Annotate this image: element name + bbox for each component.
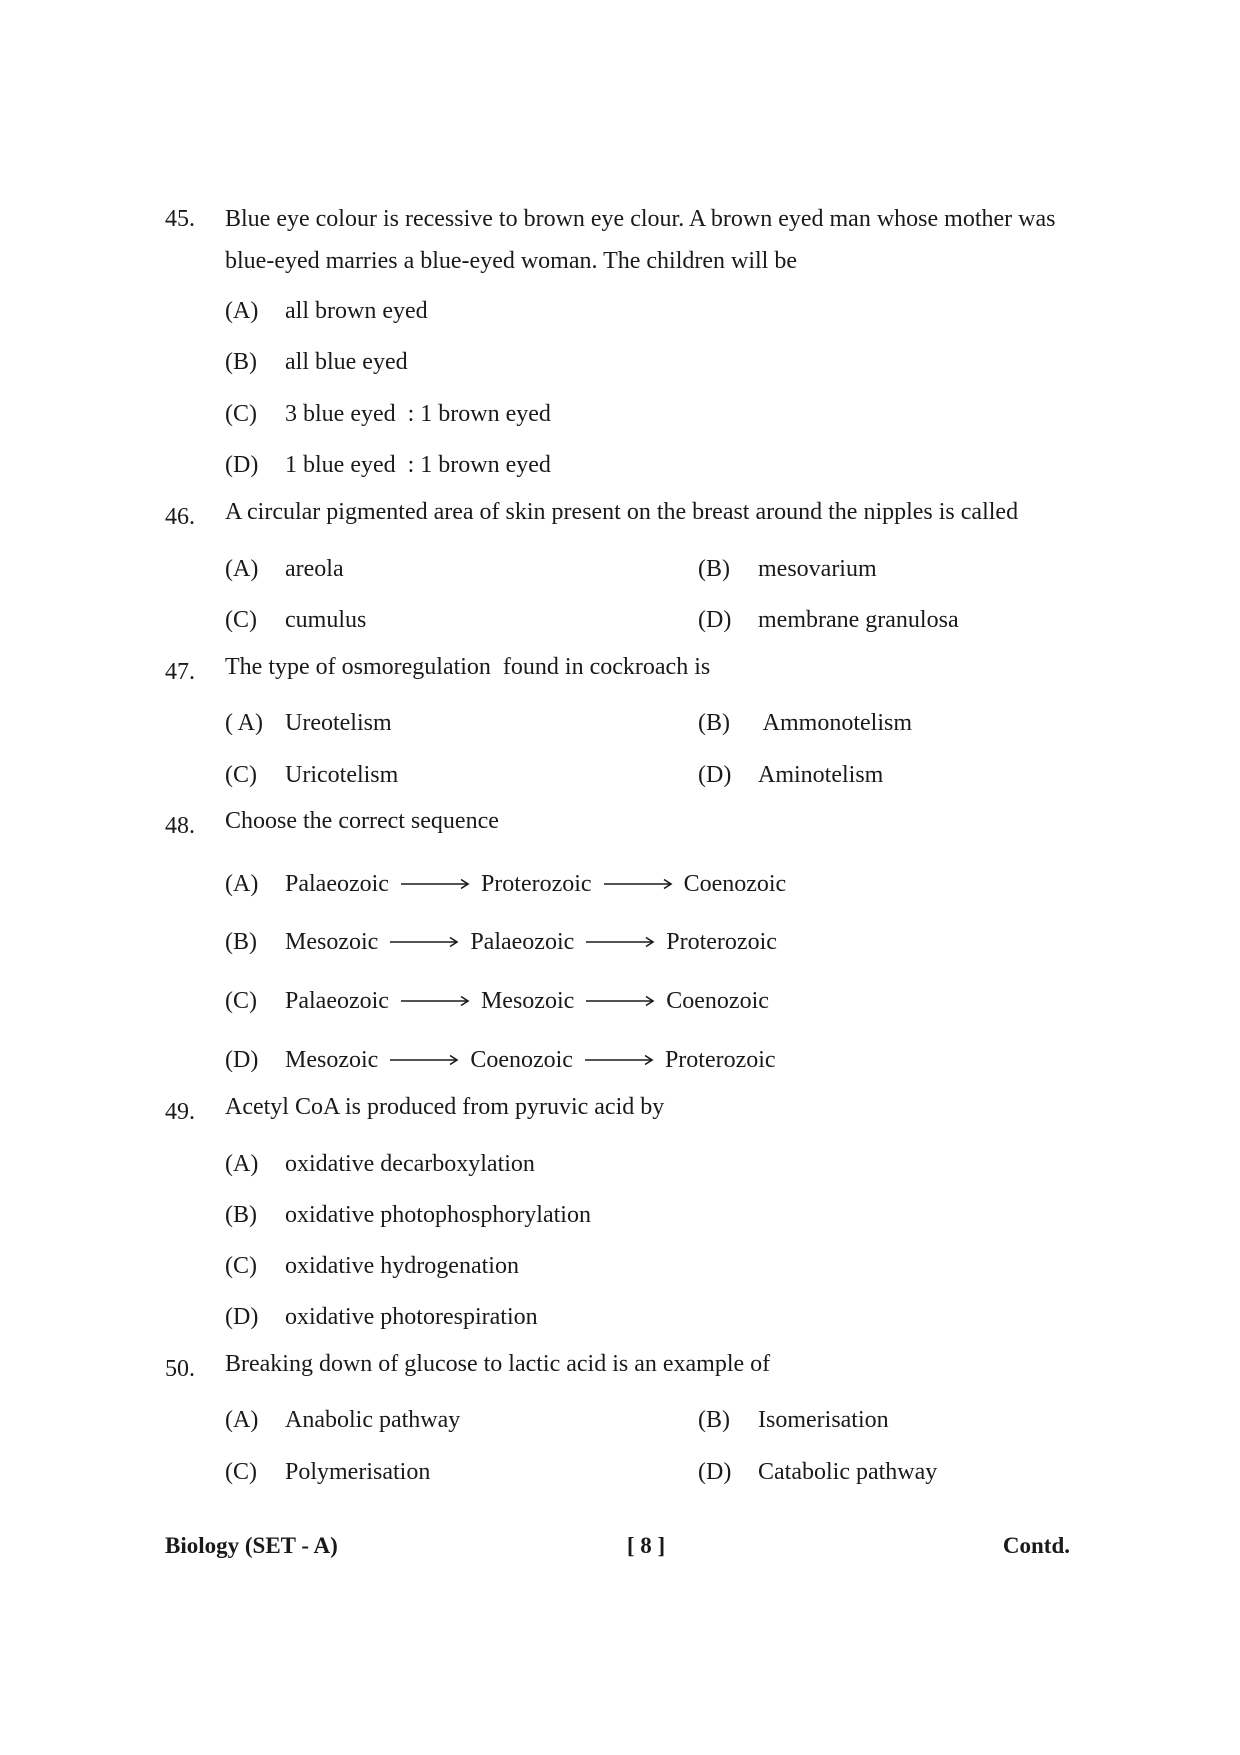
option-label: (A) (225, 298, 259, 324)
question-48-text: Choose the correct sequence (225, 808, 499, 834)
question-45-number: 45. (165, 206, 195, 232)
option-label: (A) (225, 556, 259, 582)
option-label: (A) (225, 1151, 259, 1177)
sequence-step: Proterozoic (666, 929, 777, 955)
question-49-option-b (225, 1199, 591, 1231)
question-48-option-c (225, 985, 769, 1017)
question-46-option-a (225, 553, 344, 585)
option-label: (B) (225, 929, 257, 955)
sequence-step: Mesozoic (285, 1047, 379, 1073)
question-47-option-d (698, 759, 883, 791)
question-50-number: 50. (165, 1356, 195, 1382)
sequence-step: Proterozoic (480, 871, 592, 897)
option-label: (C) (225, 607, 257, 633)
option-label: (B) (698, 1407, 730, 1433)
question-49-option-a (225, 1148, 535, 1180)
option-text: oxidative photorespiration (285, 1304, 538, 1330)
sequence-step: Palaeozoic (285, 871, 389, 897)
option-label: (C) (225, 762, 257, 788)
option-text: Anabolic pathway (285, 1407, 461, 1433)
question-47-text: The type of osmoregulation found in cockroach is (225, 654, 711, 680)
right-arrow-icon (388, 936, 460, 948)
option-label: (C) (225, 1459, 257, 1485)
option-text: Polymerisation (285, 1459, 431, 1485)
option-label: (C) (225, 988, 257, 1014)
option-label: (B) (225, 349, 257, 375)
right-arrow-icon (399, 878, 471, 890)
footer-contd: Contd. (1002, 1533, 1070, 1558)
footer-page-number: [ 8 ] (626, 1533, 666, 1558)
sequence-step: Proterozoic (664, 1047, 776, 1073)
option-text: 1 blue eyed : 1 brown eyed (285, 452, 551, 478)
sequence-step: Coenozoic (666, 988, 769, 1014)
question-47-number: 47. (165, 659, 195, 685)
right-arrow-icon (388, 1054, 460, 1066)
option-label: (D) (698, 1459, 732, 1485)
question-47-option-a (225, 707, 392, 739)
option-label: (C) (225, 1253, 257, 1279)
sequence-step: Mesozoic (285, 929, 379, 955)
question-45-option-a (225, 295, 428, 327)
question-50-option-c (225, 1456, 430, 1488)
option-label: (B) (225, 1202, 257, 1228)
option-text: all blue eyed (285, 349, 408, 375)
question-47-option-b (698, 707, 912, 739)
right-arrow-icon (399, 995, 471, 1007)
question-49-number: 49. (165, 1099, 195, 1125)
option-text: Ammonotelism (758, 710, 913, 736)
question-46-option-b (698, 553, 877, 585)
question-49-text: Acetyl CoA is produced from pyruvic acid by (225, 1094, 665, 1120)
question-49-option-d (225, 1301, 538, 1333)
question-45-option-c (225, 398, 551, 430)
question-45-text: Blue eye colour is recessive to brown eye clour. A brown eyed man whose mother was blue-eyed marries a blue-eyed woman. The children will be (225, 206, 1056, 274)
option-text: cumulus (285, 607, 367, 633)
question-50-option-d (698, 1456, 937, 1488)
question-48-option-a (225, 868, 786, 900)
option-label: (D) (698, 762, 732, 788)
option-label: (A) (225, 871, 259, 897)
option-text: areola (285, 556, 344, 582)
option-label: (D) (225, 1304, 259, 1330)
option-text: Ureotelism (285, 710, 392, 736)
question-48-option-b (225, 926, 777, 958)
right-arrow-icon (602, 878, 674, 890)
question-50-option-a (225, 1404, 460, 1436)
question-46-option-c (225, 604, 366, 636)
question-48-number: 48. (165, 813, 195, 839)
question-50-option-b (698, 1404, 889, 1436)
question-46-option-d (698, 604, 959, 636)
option-label: (D) (698, 607, 732, 633)
option-text: all brown eyed (285, 298, 428, 324)
option-text: oxidative decarboxylation (285, 1151, 535, 1177)
option-text: Uricotelism (285, 762, 399, 788)
right-arrow-icon (583, 1054, 655, 1066)
option-text: oxidative hydrogenation (285, 1253, 519, 1279)
option-label: (B) (698, 556, 730, 582)
option-label: (C) (225, 401, 257, 427)
option-text: membrane granulosa (758, 607, 959, 633)
question-49-option-c (225, 1250, 519, 1282)
option-text: 3 blue eyed : 1 brown eyed (285, 401, 551, 427)
question-50-text: Breaking down of glucose to lactic acid is an example of (225, 1351, 771, 1377)
option-label: ( A) (225, 710, 263, 736)
option-text: Catabolic pathway (758, 1459, 938, 1485)
question-47-option-c (225, 759, 398, 791)
option-text: Aminotelism (758, 762, 884, 788)
option-text: mesovarium (758, 556, 877, 582)
right-arrow-icon (584, 995, 656, 1007)
sequence-step: Mesozoic (480, 988, 575, 1014)
right-arrow-icon (584, 936, 656, 948)
option-label: (D) (225, 1047, 259, 1073)
option-label: (B) (698, 710, 730, 736)
question-45-option-b (225, 346, 408, 378)
option-text: Isomerisation (758, 1407, 889, 1433)
question-46-number: 46. (165, 504, 195, 530)
sequence-step: Palaeozoic (285, 988, 389, 1014)
sequence-step: Coenozoic (683, 871, 787, 897)
option-label: (A) (225, 1407, 259, 1433)
option-label: (D) (225, 452, 259, 478)
question-46-text: A circular pigmented area of skin present on the breast around the nipples is called (225, 499, 1019, 525)
question-45-option-d (225, 449, 551, 481)
sequence-step: Coenozoic (470, 1047, 573, 1073)
sequence-step: Palaeozoic (470, 929, 575, 955)
option-text: oxidative photophosphorylation (285, 1202, 591, 1228)
footer-subject: Biology (SET - A) (165, 1533, 338, 1558)
question-48-option-d (225, 1044, 776, 1076)
